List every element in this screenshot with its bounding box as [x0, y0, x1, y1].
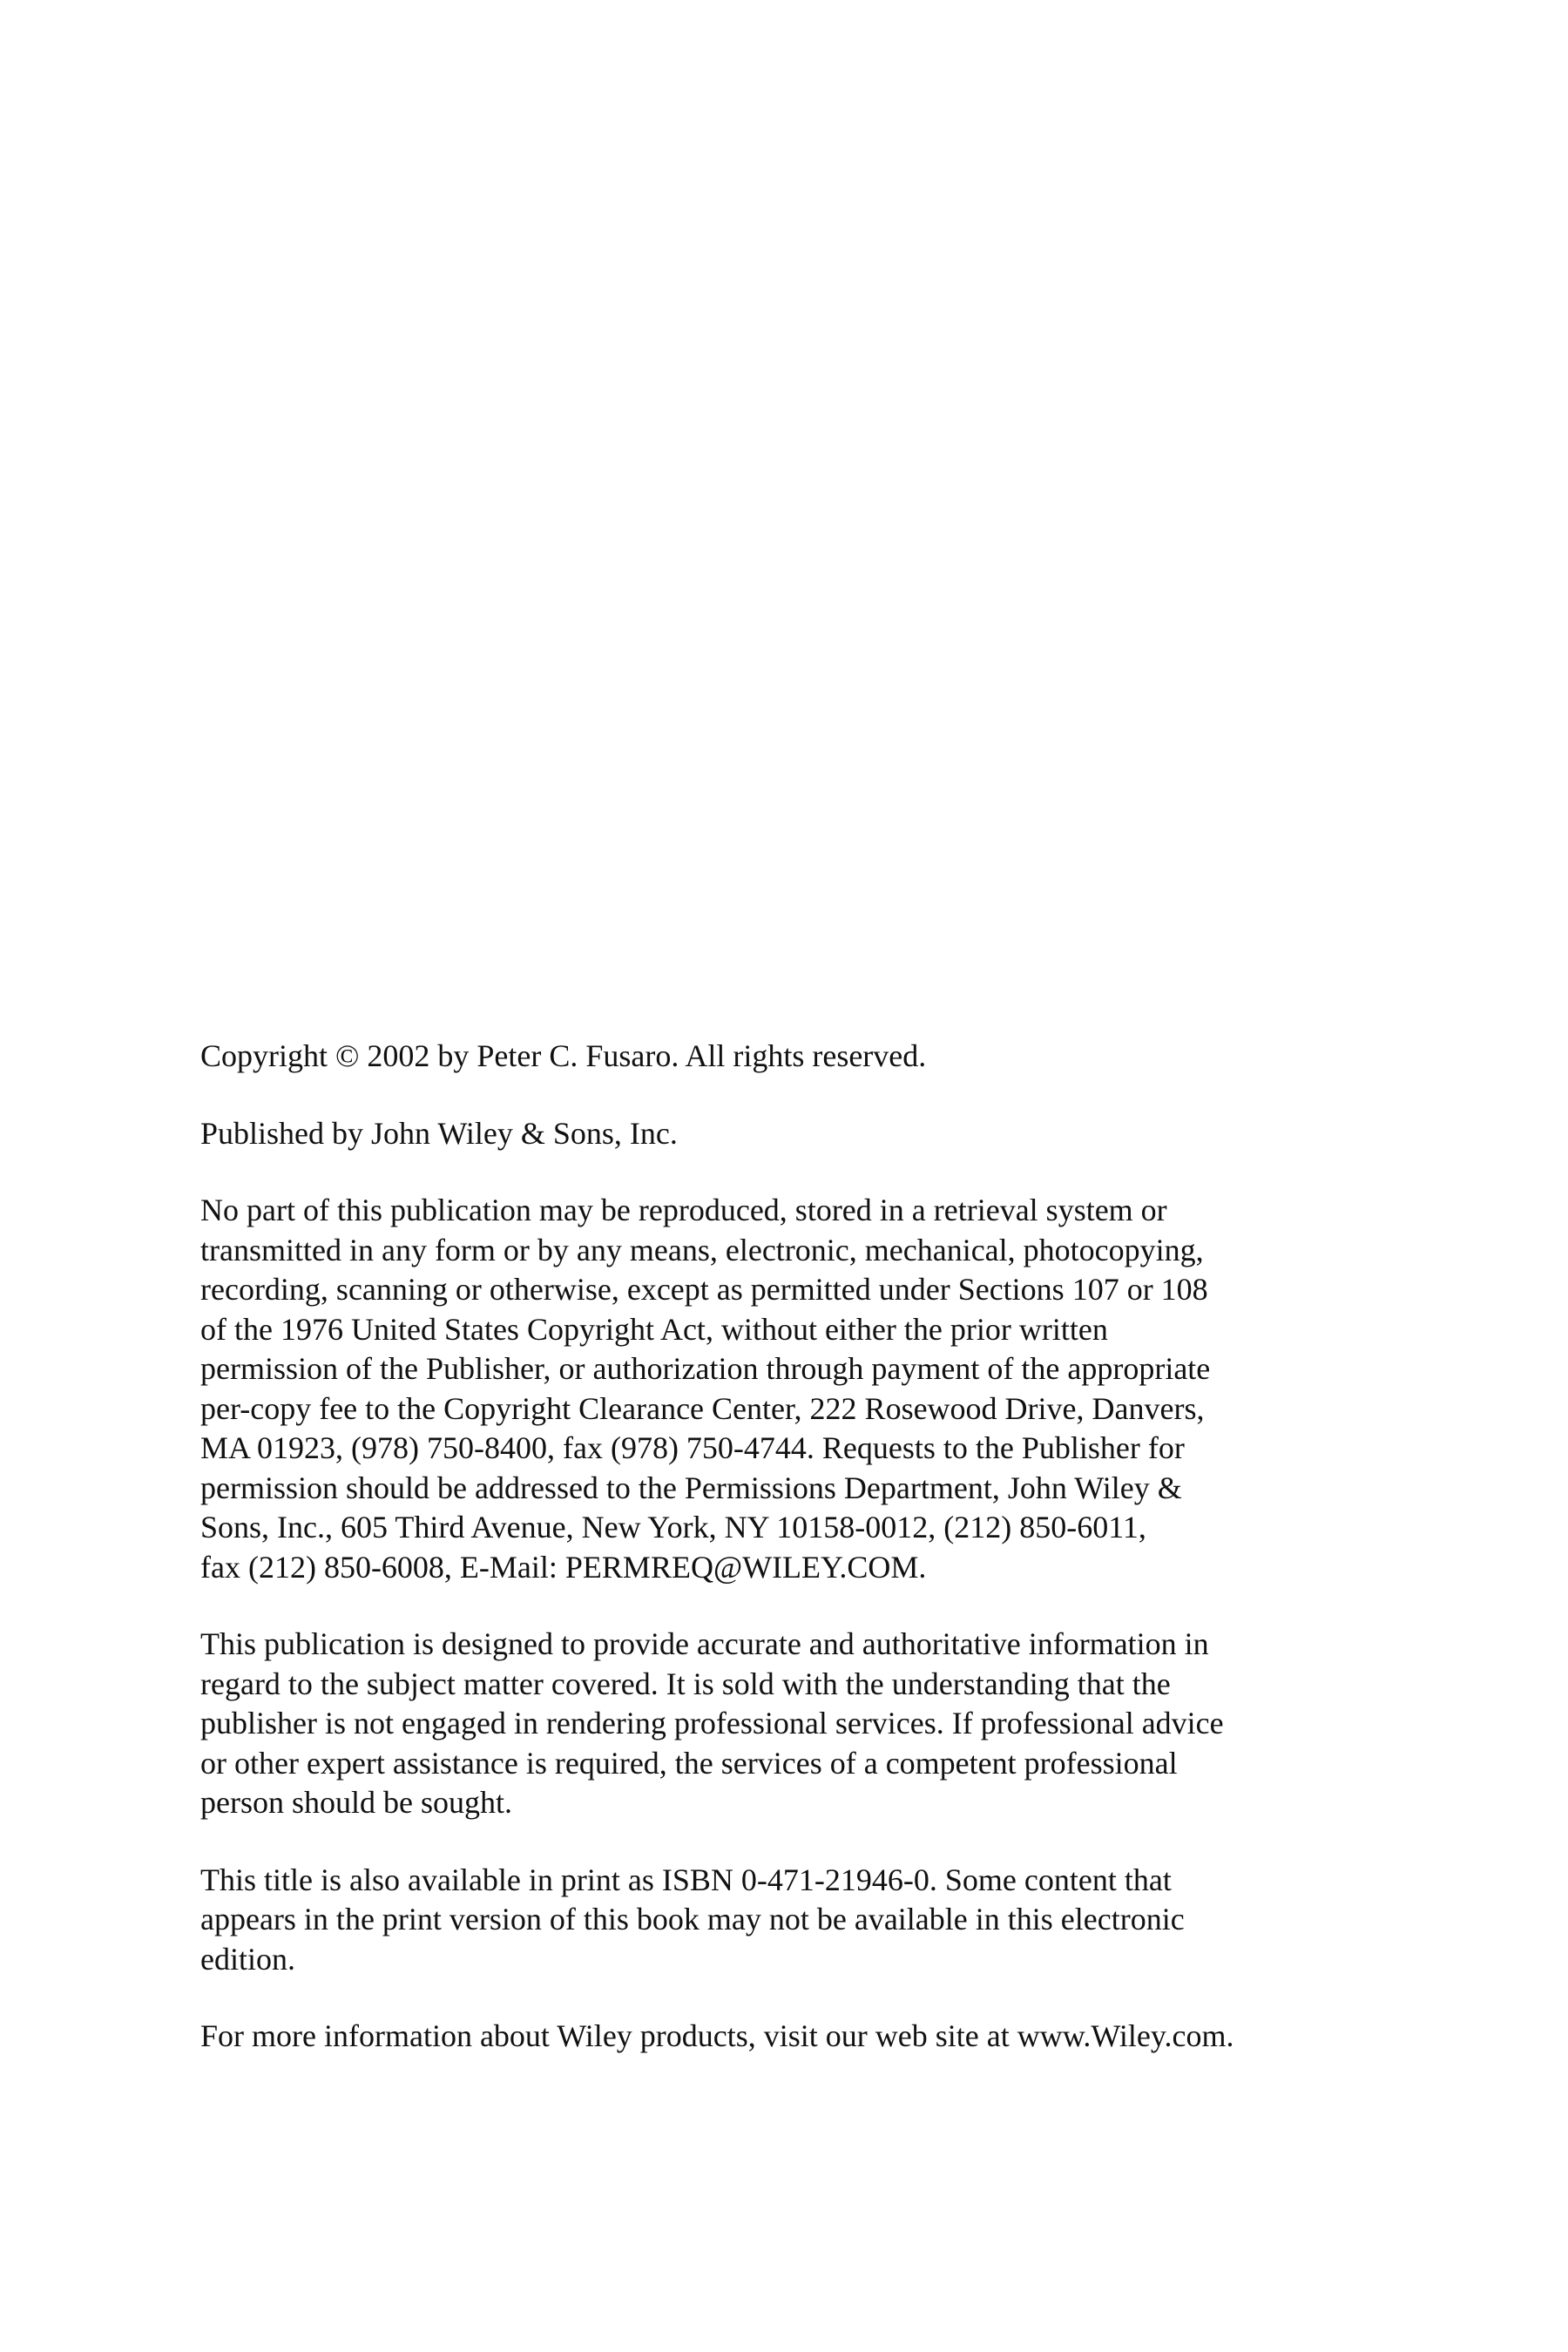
disclaimer-line: or other expert assistance is required, the services of a competent professional — [200, 1745, 1178, 1781]
isbn-line: edition. — [200, 1941, 295, 1977]
permissions-line: transmitted in any form or by any means, electronic, mechanical, photocopying, — [200, 1232, 1204, 1267]
isbn-paragraph — [200, 1861, 1402, 1980]
copyright-line: Copyright © 2002 by Peter C. Fusaro. All rights reserved. — [200, 1038, 927, 1073]
copyright-page-text — [200, 1037, 1402, 2094]
permissions-line: permission should be addressed to the Permissions Department, John Wiley & — [200, 1470, 1182, 1505]
disclaimer-line: person should be sought. — [200, 1785, 512, 1820]
disclaimer-line: regard to the subject matter covered. It is sold with the understanding that the — [200, 1666, 1171, 1701]
disclaimer-line: publisher is not engaged in rendering professional services. If professional advice — [200, 1706, 1224, 1740]
publisher-line: Published by John Wiley & Sons, Inc. — [200, 1115, 678, 1151]
permissions-line: permission of the Publisher, or authorization through payment of the appropriate — [200, 1351, 1211, 1386]
permissions-line: fax (212) 850-6008, E-Mail: PERMREQ@WILEY.COM. — [200, 1549, 927, 1585]
permissions-line: MA 01923, (978) 750-8400, fax (978) 750-4744. Requests to the Publisher for — [200, 1430, 1185, 1465]
isbn-line: This title is also available in print as ISBN 0-471-21946-0. Some content that — [200, 1862, 1172, 1897]
permissions-line: recording, scanning or otherwise, except as permitted under Sections 107 or 108 — [200, 1272, 1208, 1307]
publisher-notice — [200, 1114, 1402, 1154]
website-notice — [200, 2017, 1402, 2057]
permissions-line: Sons, Inc., 605 Third Avenue, New York, NY 10158-0012, (212) 850-6011, — [200, 1510, 1146, 1544]
isbn-line: appears in the print version of this book may not be available in this electronic — [200, 1902, 1185, 1936]
permissions-line: per-copy fee to the Copyright Clearance Center, 222 Rosewood Drive, Danvers, — [200, 1390, 1205, 1426]
website-line: For more information about Wiley products, visit our web site at www.Wiley.com. — [200, 2018, 1234, 2053]
copyright-notice — [200, 1037, 1402, 1077]
permissions-line: of the 1976 United States Copyright Act, without either the prior written — [200, 1311, 1108, 1347]
disclaimer-line: This publication is designed to provide accurate and authoritative information in — [200, 1626, 1209, 1661]
disclaimer-paragraph — [200, 1625, 1402, 1823]
permissions-line: No part of this publication may be reproduced, stored in a retrieval system or — [200, 1193, 1167, 1227]
permissions-paragraph — [200, 1191, 1402, 1587]
